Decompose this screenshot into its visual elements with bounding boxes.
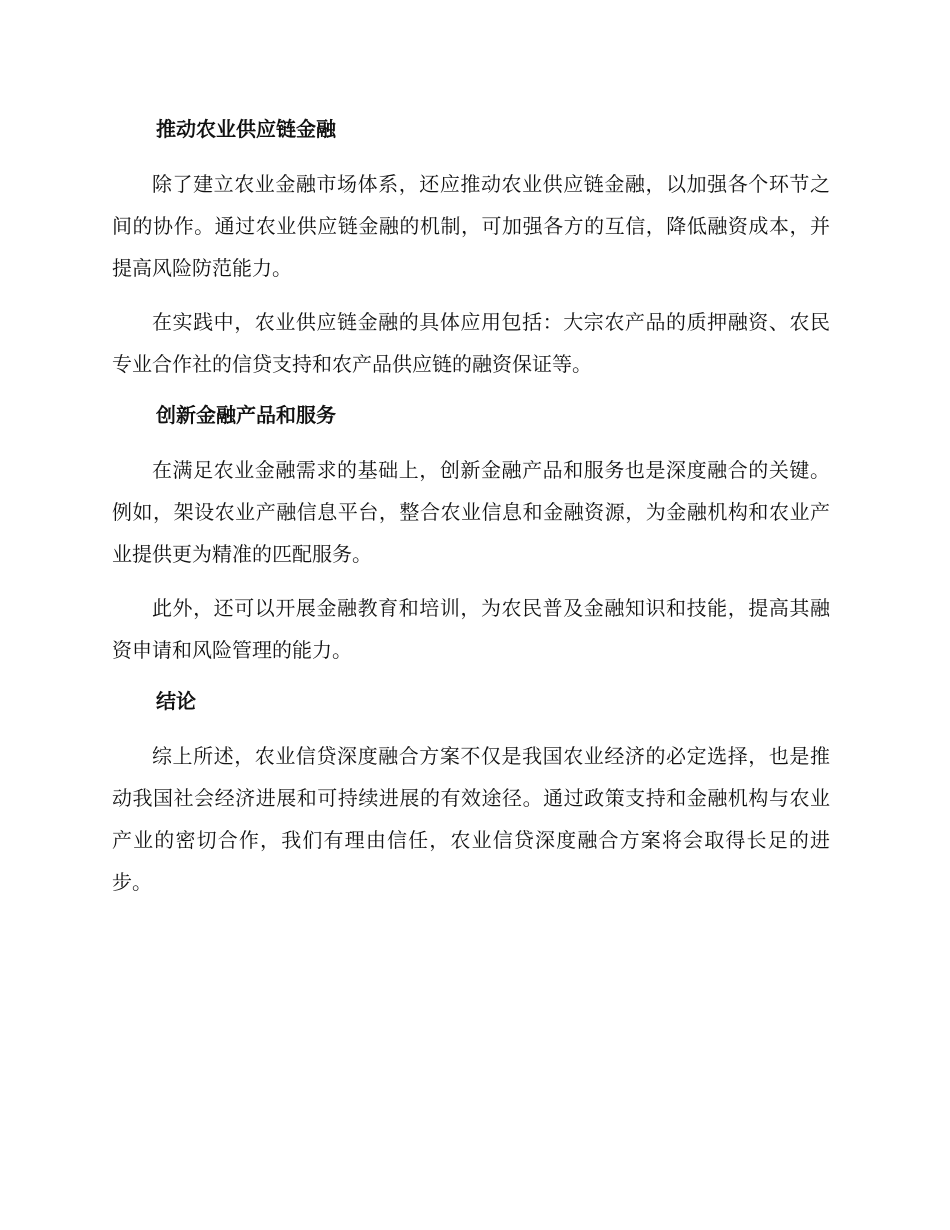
paragraph-innovative-products: 在满足农业金融需求的基础上，创新金融产品和服务也是深度融合的关键。例如，架设农业产融信息平台，整合农业信息和金融资源，为金融机构和农业产业提供更为精准的匹配服务。 — [112, 458, 830, 566]
section-heading-supply-chain-finance: 推动农业供应链金融 — [156, 117, 336, 141]
paragraph-financial-education: 此外，还可以开展金融教育和培训，为农民普及金融知识和技能，提高其融资申请和风险管理的能力。 — [112, 596, 830, 662]
paragraph-supply-chain-intro: 除了建立农业金融市场体系，还应推动农业供应链金融，以加强各个环节之间的协作。通过农业供应链金融的机制，可加强各方的互信，降低融资成本，并提高风险防范能力。 — [112, 172, 830, 280]
paragraph-conclusion: 综上所述，农业信贷深度融合方案不仅是我国农业经济的必定选择，也是推动我国社会经济进展和可持续进展的有效途径。通过政策支持和金融机构与农业产业的密切合作，我们有理由信任，农业信贷深度融合方案将会取得长足的进步。 — [112, 744, 830, 894]
document-page — [112, 111, 830, 915]
section-heading-conclusion: 结论 — [156, 689, 196, 713]
paragraph-supply-chain-practice: 在实践中，农业供应链金融的具体应用包括：大宗农产品的质押融资、农民专业合作社的信贷支持和农产品供应链的融资保证等。 — [112, 310, 830, 376]
section-heading-innovative-products: 创新金融产品和服务 — [156, 403, 336, 427]
